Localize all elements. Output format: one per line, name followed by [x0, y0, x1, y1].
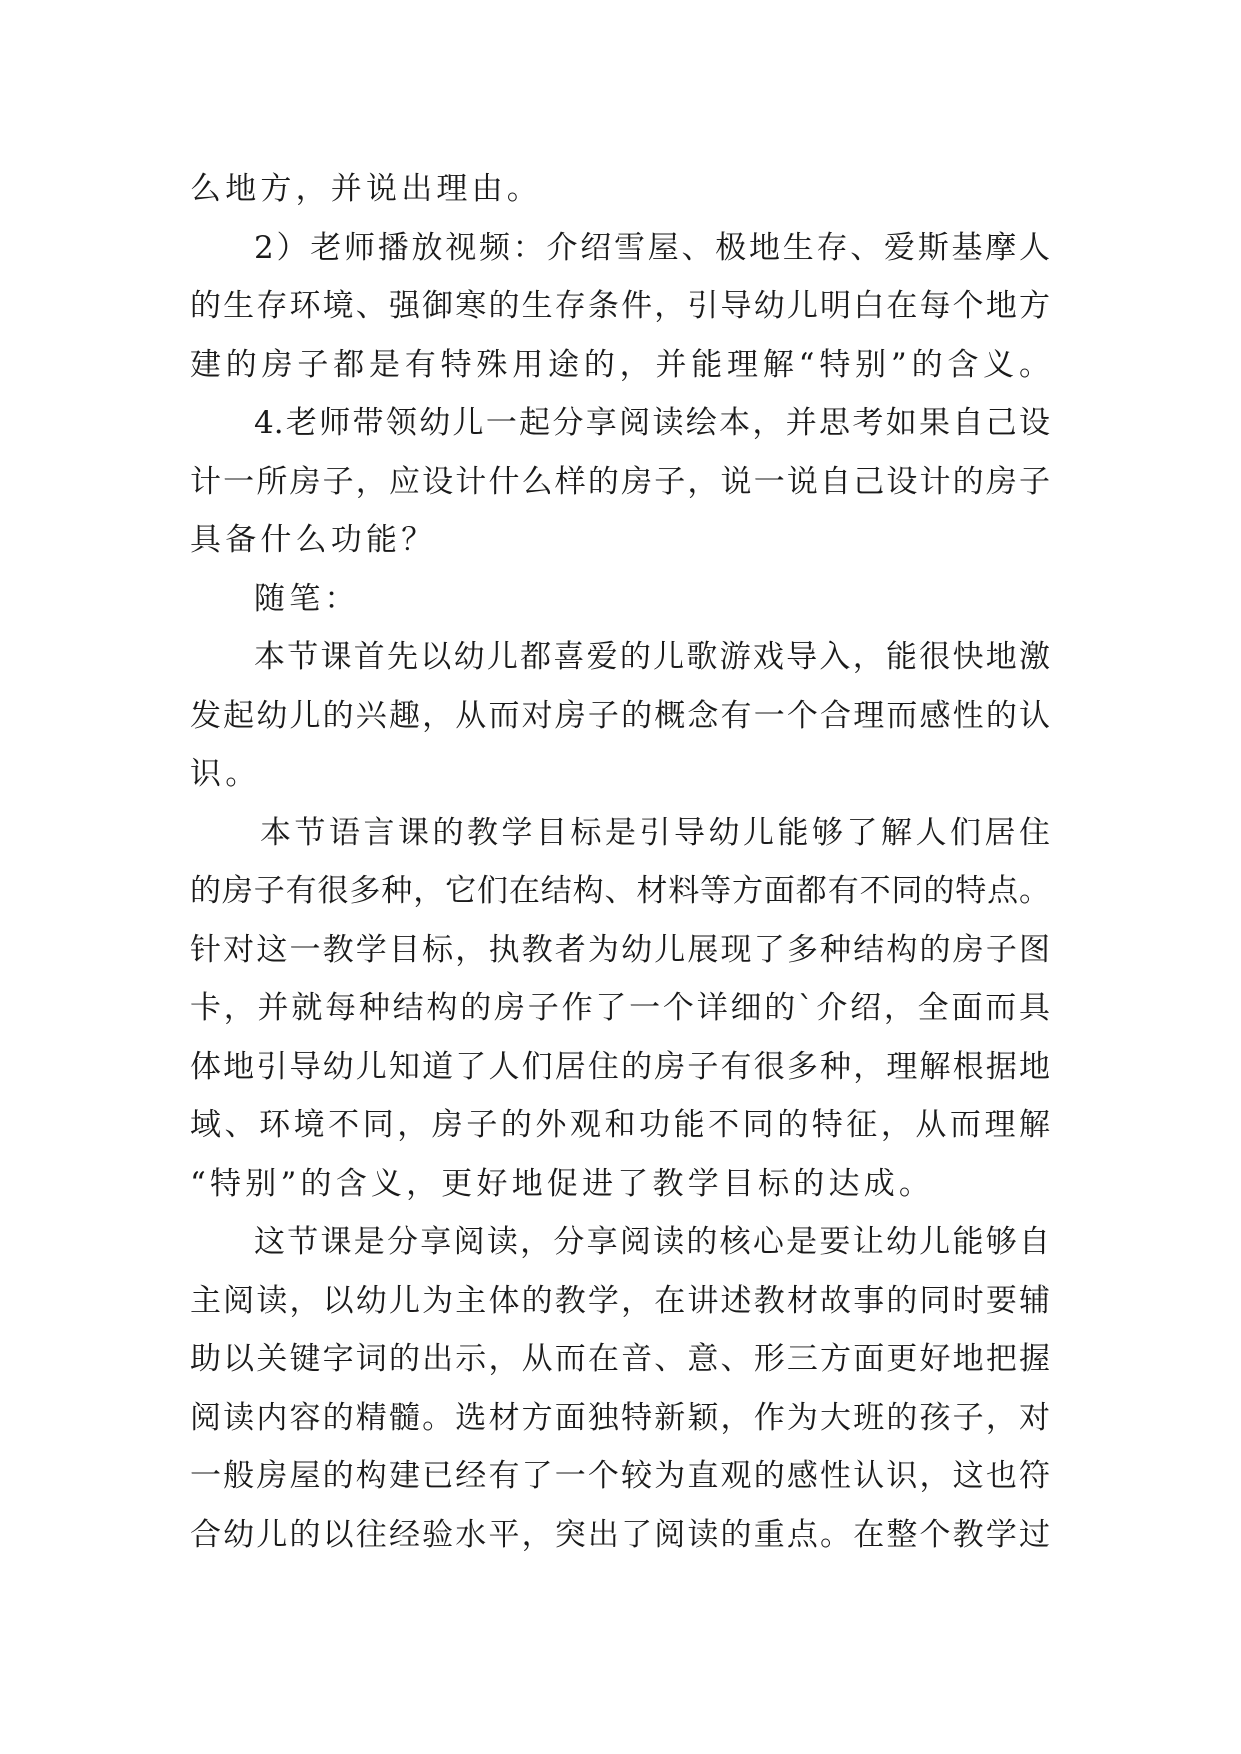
paragraph-line: 具备什么功能？: [190, 522, 437, 558]
paragraph-line: 2）老师播放视频：介绍雪屋、极地生存、爱斯基摩人: [254, 229, 1050, 266]
paragraph-line: 卡，并就每种结构的房子作了一个详细的`介绍，全面而具: [190, 990, 1050, 1026]
paragraph-line: 域、环境不同，房子的外观和功能不同的特征，从而理解: [190, 1107, 1050, 1143]
paragraph-line: 识。: [190, 756, 261, 792]
paragraph-line: 这节课是分享阅读，分享阅读的核心是要让幼儿能够自: [254, 1224, 1050, 1260]
paragraph-line: 4.老师带领幼儿一起分享阅读绘本，并思考如果自己设: [254, 405, 1050, 441]
paragraph-line: 主阅读，以幼儿为主体的教学，在讲述教材故事的同时要辅: [190, 1282, 1050, 1319]
paragraph-line: 的房子有很多种，它们在结构、材料等方面都有不同的特点。: [190, 873, 1050, 909]
paragraph-line: 建的房子都是有特殊用途的，并能理解“特别”的含义。: [190, 346, 1050, 383]
paragraph-line: 么地方，并说出理由。: [190, 171, 542, 207]
paragraph-line: 阅读内容的精髓。选材方面独特新颖，作为大班的孩子，对: [190, 1399, 1050, 1436]
paragraph-line: 体地引导幼儿知道了人们居住的房子有很多种，理解根据地: [190, 1048, 1050, 1085]
paragraph-line: 的生存环境、强御寒的生存条件，引导幼儿明白在每个地方: [190, 288, 1050, 324]
paragraph-line: 一般房屋的构建已经有了一个较为直观的感性认识，这也符: [190, 1458, 1050, 1494]
paragraph-line: 合幼儿的以往经验水平，突出了阅读的重点。在整个教学过: [190, 1516, 1050, 1553]
paragraph-line: 计一所房子，应设计什么样的房子，说一说自己设计的房子: [190, 463, 1050, 500]
paragraph-line: 本节课首先以幼儿都喜爱的儿歌游戏导入，能很快地激: [254, 639, 1050, 675]
body-text: [190, 160, 1050, 1564]
paragraph-line: 发起幼儿的兴趣，从而对房子的概念有一个合理而感性的认: [190, 697, 1050, 734]
paragraph-line: 随笔：: [254, 580, 360, 617]
paragraph-line: 本节语言课的教学目标是引导幼儿能够了解人们居住: [260, 814, 1050, 851]
paragraph-line: 助以关键字词的出示，从而在音、意、形三方面更好地把握: [190, 1341, 1050, 1377]
paragraph-line: 针对这一教学目标，执教者为幼儿展现了多种结构的房子图: [190, 931, 1050, 968]
paragraph-line: “特别”的含义，更好地促进了教学目标的达成。: [190, 1165, 935, 1202]
